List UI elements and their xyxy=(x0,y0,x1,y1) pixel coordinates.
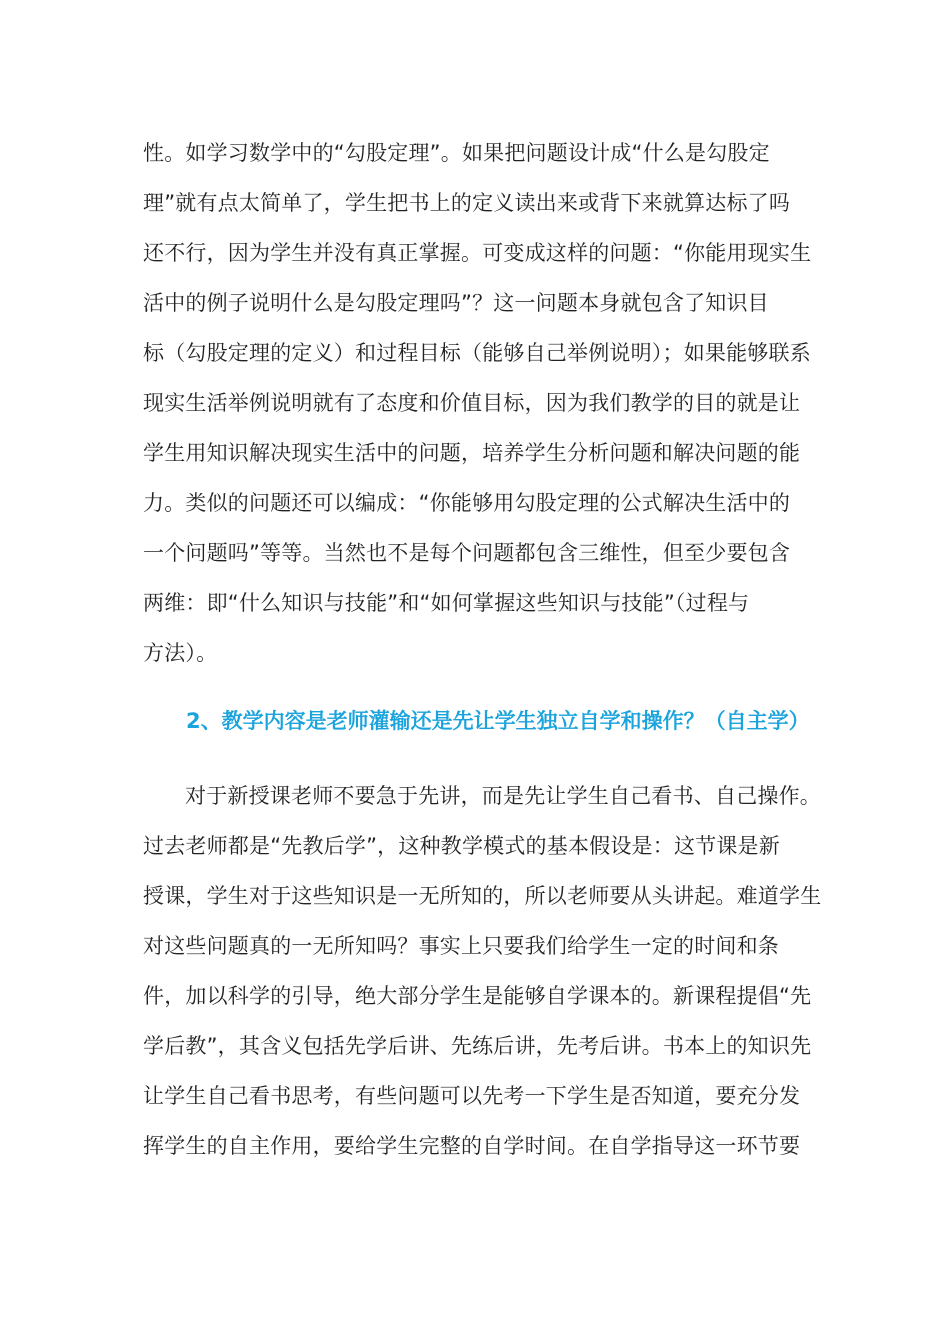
paragraph-line: 挥学生的自主作用，要给学生完整的自学时间。在自学指导这一环节要 xyxy=(143,1134,801,1158)
paragraph-line: 过去老师都是“先教后学”，这种教学模式的基本假设是：这节课是新 xyxy=(143,834,780,858)
paragraph-line: 性。如学习数学中的“勾股定理”。如果把问题设计成“什么是勾股定 xyxy=(143,141,770,165)
paragraph-line: 授课，学生对于这些知识是一无所知的，所以老师要从头讲起。难道学生 xyxy=(143,884,822,908)
paragraph-line: 学生用知识解决现实生活中的问题，培养学生分析问题和解决问题的能 xyxy=(143,441,801,465)
section-heading: 2、教学内容是老师灌输还是先让学生独立自学和操作？（自主学） xyxy=(186,709,810,733)
paragraph-line: 让学生自己看书思考，有些问题可以先考一下学生是否知道，要充分发 xyxy=(143,1084,801,1108)
paragraph-line: 理”就有点太简单了，学生把书上的定义读出来或背下来就算达标了吗 xyxy=(143,191,791,215)
paragraph-line: 一个问题吗”等等。当然也不是每个问题都包含三维性，但至少要包含 xyxy=(143,541,791,565)
paragraph-line-indented: 对于新授课老师不要急于先讲，而是先让学生自己看书、自己操作。 xyxy=(185,784,821,808)
paragraph-line: 学后教”，其含义包括先学后讲、先练后讲，先考后讲。书本上的知识先 xyxy=(143,1034,812,1058)
paragraph-1 xyxy=(143,128,823,678)
paragraph-line: 活中的例子说明什么是勾股定理吗”？这一问题本身就包含了知识目 xyxy=(143,291,769,315)
paragraph-line: 对这些问题真的一无所知吗？事实上只要我们给学生一定的时间和条 xyxy=(143,934,779,958)
paragraph-line: 件，加以科学的引导，绝大部分学生是能够自学课本的。新课程提倡“先 xyxy=(143,984,812,1008)
paragraph-line: 标（勾股定理的定义）和过程目标（能够自己举例说明）；如果能够联系 xyxy=(143,341,811,365)
paragraph-line: 力。类似的问题还可以编成：“你能够用勾股定理的公式解决生活中的 xyxy=(143,491,791,515)
paragraph-line: 还不行，因为学生并没有真正掌握。可变成这样的问题：“你能用现实生 xyxy=(143,241,812,265)
paragraph-line: 方法）。 xyxy=(143,641,218,665)
paragraph-line: 两维：即“什么知识与技能”和“如何掌握这些知识与技能”（过程与 xyxy=(143,591,750,615)
paragraph-2 xyxy=(143,771,823,1171)
paragraph-line: 现实生活举例说明就有了态度和价值目标，因为我们教学的目的就是让 xyxy=(143,391,801,415)
